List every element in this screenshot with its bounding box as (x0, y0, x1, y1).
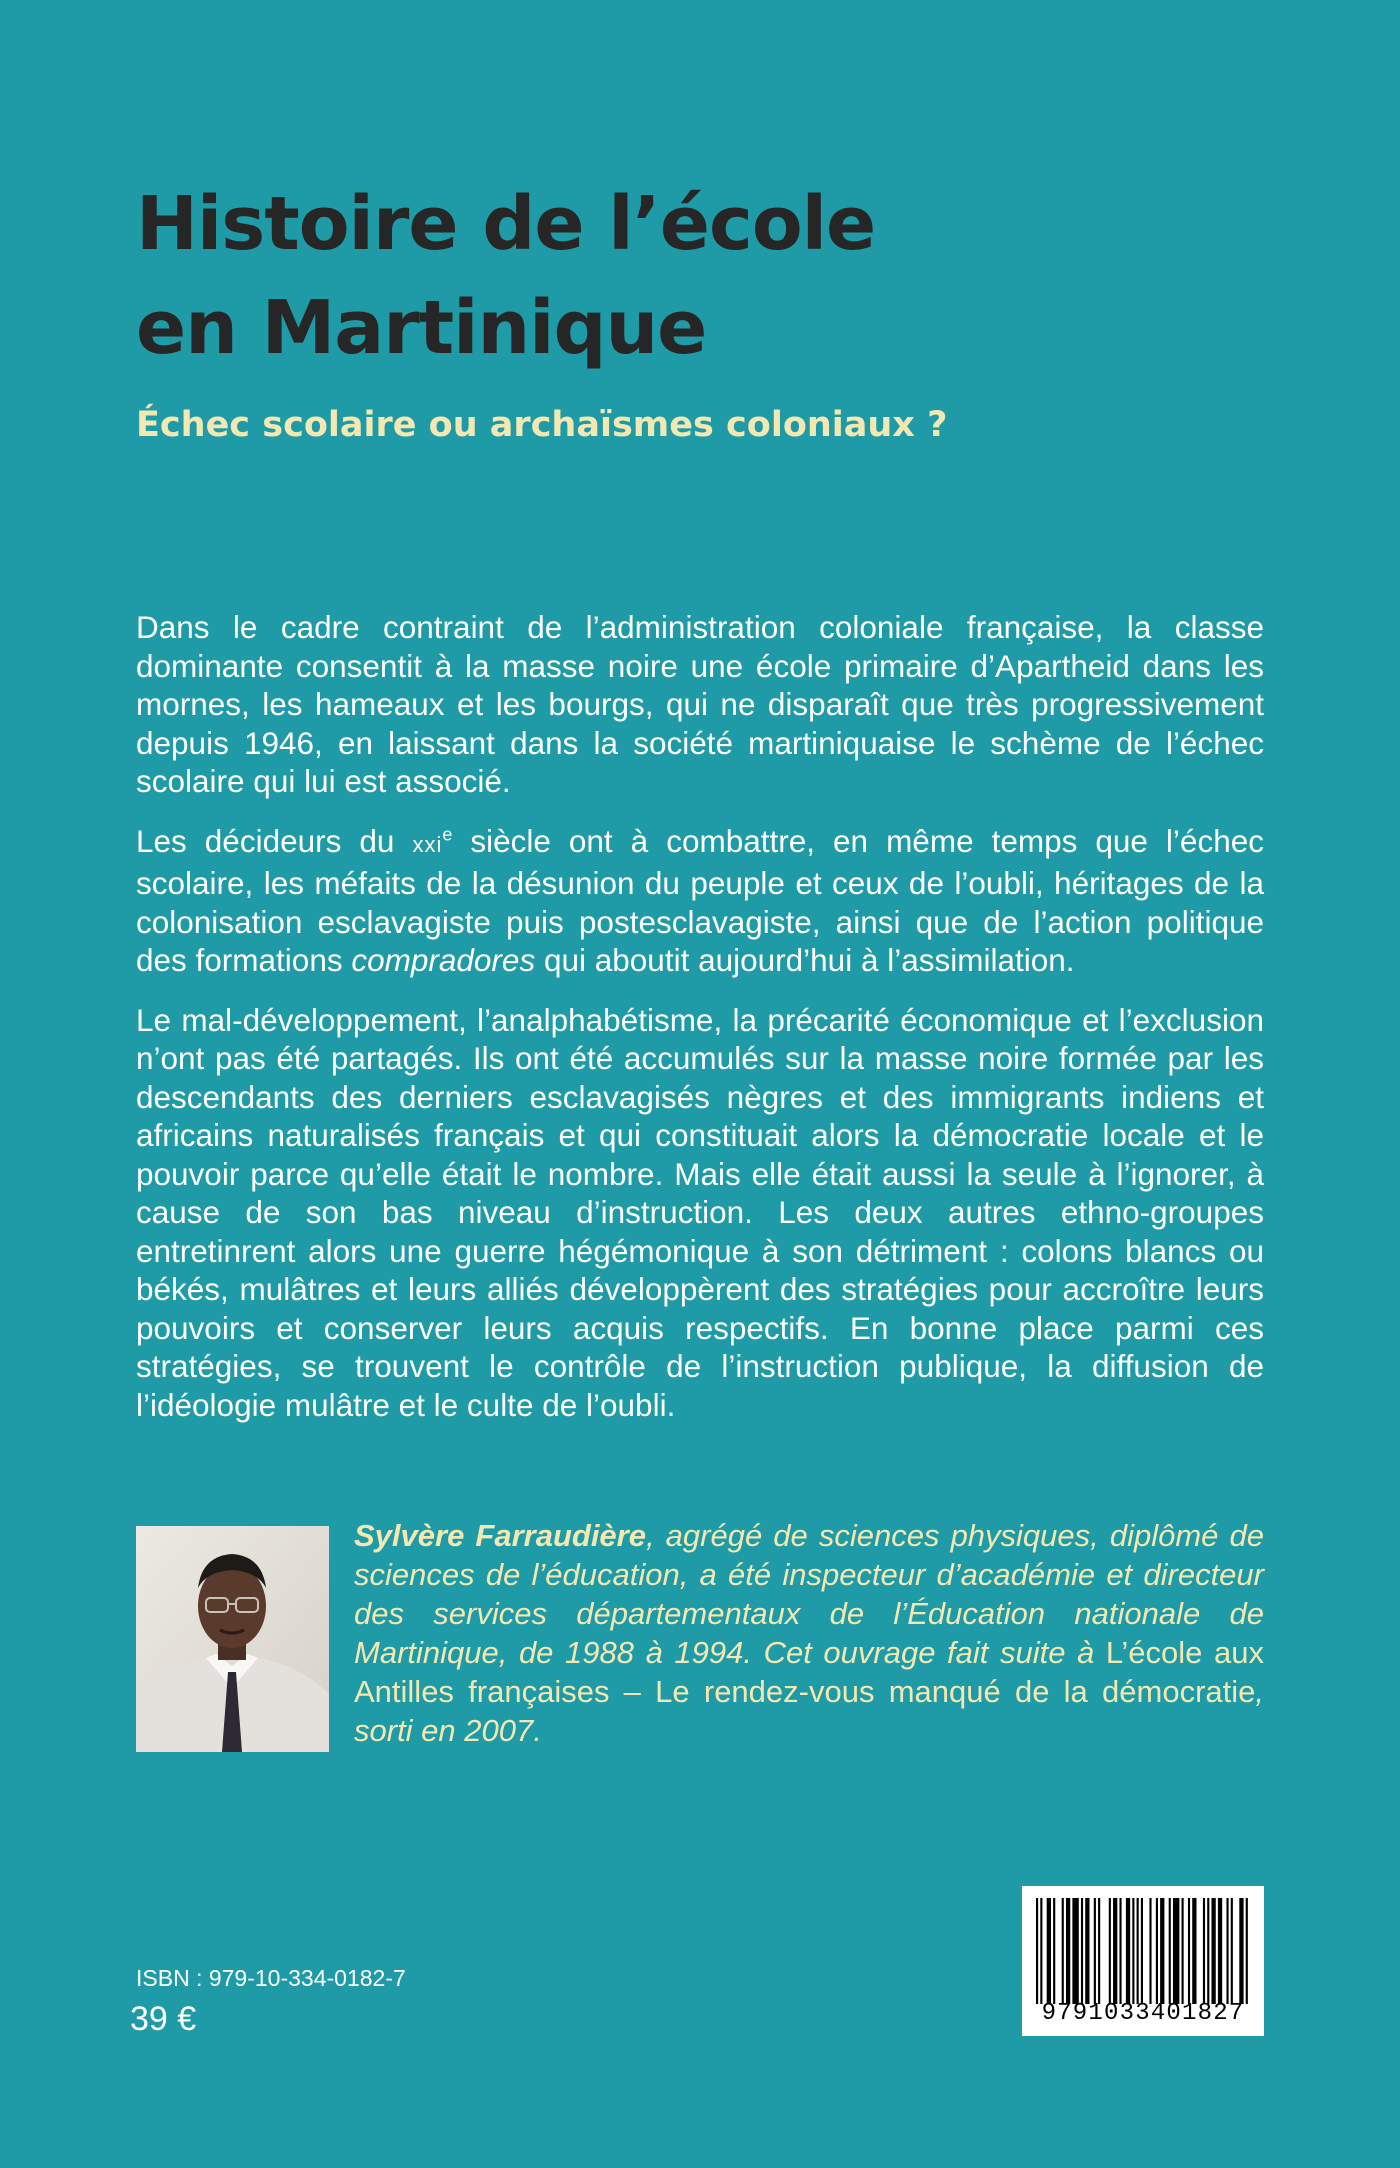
barcode-bar (1047, 1898, 1051, 2004)
barcode-bar (1156, 1898, 1158, 2004)
barcode-digits: 9791033401827 (1041, 2000, 1245, 2027)
author-bio (354, 1516, 1264, 1750)
barcode-bar (1081, 1898, 1083, 2004)
barcode-bar (1119, 1898, 1121, 2004)
title-line-2: en Martinique (136, 285, 707, 371)
barcode-bar (1160, 1898, 1164, 2004)
barcode-bar (1173, 1898, 1179, 2004)
century-superscript: e (442, 824, 453, 844)
author-portrait-illustration (136, 1526, 329, 1752)
barcode-bar (1085, 1898, 1089, 2004)
barcode-bar (1141, 1898, 1143, 2004)
barcode-bar (1113, 1898, 1117, 2004)
isbn-label: ISBN : 979-10-334-0182-7 (136, 1965, 406, 1991)
barcode-bar (1203, 1898, 1205, 2004)
barcode-bar (1188, 1898, 1190, 2004)
barcode-bar (1218, 1898, 1222, 2004)
barcode-bar (1132, 1898, 1134, 2004)
blurb-paragraph-1: Dans le cadre contraint de l’administration coloniale française, la classe dominante consentit à la masse noire une école primaire d’Apartheid dans les mornes, les hameaux et les bourgs, qui ne disparaît que très progressivement depuis 1946, en laissant dans la société martiniquaise le schème de l’échec scolaire qui lui est associé. (136, 609, 1264, 799)
barcode-bar (1062, 1898, 1064, 2004)
barcode-bar (1109, 1898, 1111, 2004)
barcode-bar (1149, 1898, 1151, 2004)
blurb-paragraph-3: Le mal-développement, l’analphabétisme, la précarité économique et l’exclusion n’ont pas été partagés. Ils ont été accumulés sur la masse noire formée par les descendants des derniers esclavagisés nègres et des immigrants indiens et africains naturalisés français et qui constituait alors la démocratie locale et le pouvoir parce qu’elle était le nombre. Mais elle était aussi la seule à l’ignorer, à cause de son bas niveau d’instruction. Les deux autres ethno-groupes entretinrent alors une guerre hégémonique à son détriment : colons blancs ou békés, mulâtres et leurs alliés développèrent des stratégies pour accroître leurs pouvoirs et conserver leurs acquis respectifs. En bonne place parmi ces stratégies, se trouvent le contrôle de l’instruction publique, la diffusion de l’idéologie mulâtre et le culte de l’oubli. (136, 1001, 1264, 1423)
barcode (1022, 1886, 1264, 2036)
paragraph-2-text-a: Les décideurs du (136, 822, 413, 859)
price-label: 39 € (130, 2000, 197, 2038)
title-line-1: Histoire de l’école (136, 181, 876, 267)
barcode-bar (1098, 1898, 1100, 2004)
paragraph-2-text-b: siècle ont à combattre, en même temps que l’échec scolaire, les méfaits de la désunion du peuple et ceux de l’oubli, héritages de la colonisation esclavagiste puis postesclavagiste, ainsi que de l’action politique des formations (136, 822, 1264, 978)
barcode-bar (1137, 1898, 1139, 2004)
barcode-bar (1094, 1898, 1096, 2004)
author-name: Sylvère Farraudière (354, 1518, 646, 1553)
barcode-bar (1126, 1898, 1130, 2004)
barcode-bar (1239, 1898, 1243, 2004)
barcode-bar (1072, 1898, 1078, 2004)
book-subtitle: Échec scolaire ou archaïsmes coloniaux ? (136, 405, 948, 445)
barcode-bar (1053, 1898, 1055, 2004)
barcode-bar (1169, 1898, 1171, 2004)
author-photo (136, 1526, 329, 1752)
blurb (136, 608, 1264, 1445)
author-bio-text-a: , agrégé de sciences physiques, diplômé de sciences de l’éducation, a été inspecteur d’académie et directeur des services départementaux de l’Éducation nationale de Martinique, de 1988 à 1994. Cet ouvrage fait suite à (354, 1518, 1264, 1670)
barcode-bar (1211, 1898, 1215, 2004)
book-title (136, 172, 1236, 380)
barcode-bar (1040, 1898, 1042, 2004)
barcode-bar (1231, 1898, 1233, 2004)
barcode-bar (1036, 1898, 1038, 2004)
previous-book-title: L’école aux Antilles françaises – Le rendez-vous manqué de la démocratie (354, 1635, 1264, 1709)
barcode-bar (1066, 1898, 1070, 2004)
paragraph-2-italic: compradores (351, 942, 536, 978)
barcode-bar (1207, 1898, 1209, 2004)
barcode-bars (1036, 1898, 1250, 2004)
paragraph-2-text-c: qui aboutit aujourd’hui à l’assimilation. (535, 942, 1075, 978)
blurb-paragraph-2 (136, 822, 1264, 980)
barcode-bar (1246, 1898, 1248, 2004)
barcode-bar (1192, 1898, 1196, 2004)
barcode-bar (1182, 1898, 1184, 2004)
author-bio-text-b: , sorti en 2007. (354, 1674, 1264, 1748)
barcode-bar (1226, 1898, 1228, 2004)
century-numeral: xxi (412, 831, 443, 857)
